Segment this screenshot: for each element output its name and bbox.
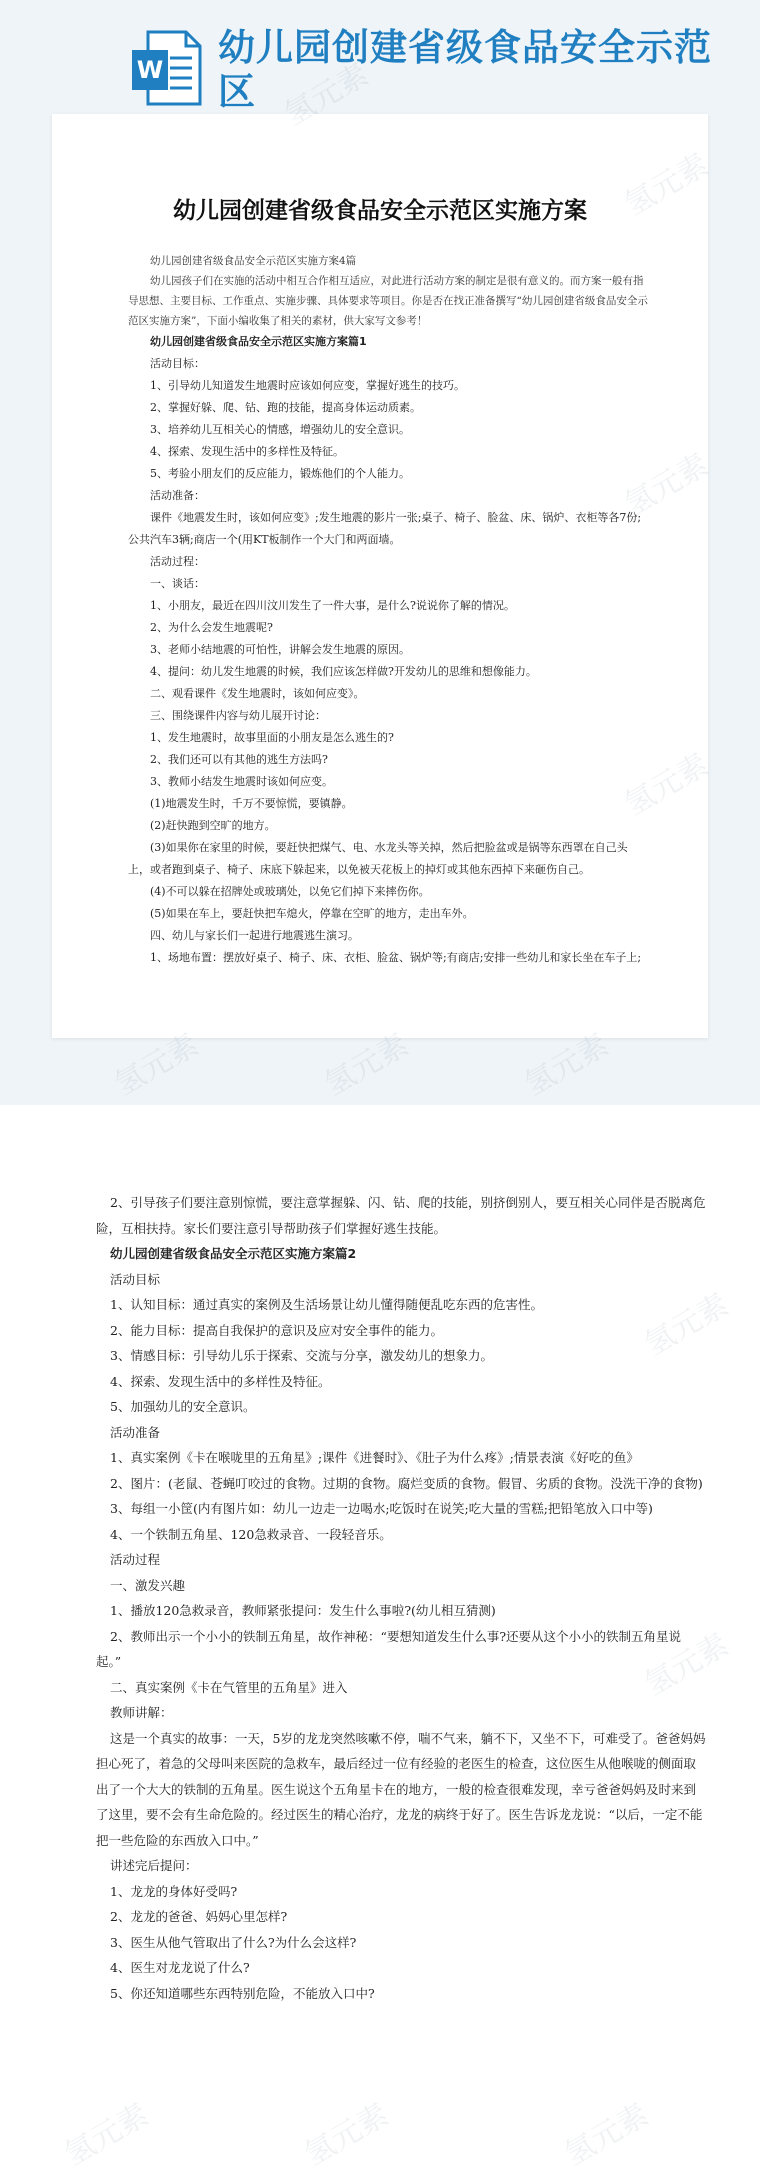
body-line: 5、加强幼儿的安全意识。	[110, 1399, 256, 1414]
body-line: (5)如果在车上，要赶快把车熄火，停靠在空旷的地方，走出车外。	[150, 907, 474, 920]
body-line: 2、我们还可以有其他的逃生方法吗?	[150, 753, 328, 766]
watermark: 氢元素	[559, 2097, 655, 2173]
body-line: 3、情感目标：引导幼儿乐于探索、交流与分享，激发幼儿的想象力。	[110, 1348, 493, 1363]
body-line: 1、龙龙的身体好受吗?	[110, 1883, 238, 1899]
body-line: 活动目标	[110, 1271, 161, 1287]
watermark: 氢元素	[639, 1287, 735, 1363]
body-line: 4、探索、发现生活中的多样性及特征。	[110, 1373, 331, 1389]
body-line: 2、教师出示一个小小的铁制五角星，故作神秘：“要想知道发生什么事?还要从这个小小的铁制五角星说起。”	[96, 1628, 682, 1669]
watermark: 氢元素	[59, 2097, 155, 2173]
body-line: 一、激发兴趣	[110, 1577, 186, 1593]
body-line: 二、观看课件《发生地震时，该如何应变》。	[150, 687, 365, 700]
watermark: 氢元素	[639, 1627, 735, 1703]
document-page-1	[52, 114, 708, 1038]
body-line: 四、幼儿与家长们一起进行地震逃生演习。	[150, 929, 359, 942]
body-line: 4、提问：幼儿发生地震的时候，我们应该怎样做?开发幼儿的思维和想像能力。	[150, 665, 537, 678]
body-line: 教师讲解：	[110, 1705, 173, 1720]
body-line: 1、小朋友，最近在四川汶川发生了一件大事，是什么?说说你了解的情况。	[150, 599, 515, 612]
body-line: 2、图片：(老鼠、苍蝇叮咬过的食物。过期的食物。腐烂变质的食物。假冒、劣质的食物。没洗干净的食物)	[110, 1475, 703, 1491]
body-line: 1、场地布置：摆放好桌子、椅子、床、衣柜、脸盆、锅炉等;有商店;安排一些幼儿和家长坐在车子上;	[150, 951, 642, 964]
body-line: 5、考验小朋友们的反应能力，锻炼他们的个人能力。	[150, 467, 410, 480]
body-line: 2、为什么会发生地震呢?	[150, 621, 273, 634]
page1-body	[128, 251, 648, 969]
body-line: 2、龙龙的爸爸、妈妈心里怎样?	[110, 1909, 288, 1924]
body-line: (1)地震发生时，千万不要惊慌，要镇静。	[150, 797, 353, 810]
body-line: 1、引导幼儿知道发生地震时应该如何应变，掌握好逃生的技巧。	[150, 379, 465, 392]
body-line: 3、老师小结地震的可怕性，讲解会发生地震的原因。	[150, 643, 410, 656]
body-line: 讲述完后提问：	[110, 1858, 198, 1873]
body-line: 1、真实案例《卡在喉咙里的五角星》;课件《进餐时》、《肚子为什么疼》;情景表演《好吃的鱼》	[110, 1450, 639, 1465]
svg-text:W: W	[136, 56, 164, 84]
body-line: 3、每组一小筐(内有图片如：幼儿一边走一边喝水;吃饭时在说笑;吃大量的雪糕;把铅笔放入口中等)	[110, 1501, 653, 1516]
body-line: 4、医生对龙龙说了什么?	[110, 1960, 250, 1975]
section-heading: 幼儿园创建省级食品安全示范区实施方案篇1	[150, 335, 367, 348]
body-line: 1、播放120急救录音，教师紧张提问：发生什么事啦?(幼儿相互猜测)	[110, 1603, 496, 1618]
body-line: 1、发生地震时，故事里面的小朋友是怎么逃生的?	[150, 731, 394, 744]
body-line: 1、认知目标：通过真实的案例及生活场景让幼儿懂得随便乱吃东西的危害性。	[110, 1297, 543, 1312]
body-line: 3、医生从他气管取出了什么?为什么会这样?	[110, 1934, 357, 1950]
watermark: 氢元素	[299, 2097, 395, 2173]
body-line: 4、一个铁制五角星、120急救录音、一段轻音乐。	[110, 1526, 392, 1542]
body-line: 活动准备：	[150, 489, 205, 502]
body-line: 5、你还知道哪些东西特别危险，不能放入口中?	[110, 1985, 375, 2001]
body-line: 二、真实案例《卡在气管里的五角星》进入	[110, 1679, 348, 1695]
body-line: 活动准备	[110, 1424, 161, 1440]
intro-line: 幼儿园创建省级食品安全示范区实施方案4篇	[150, 255, 357, 267]
body-line: 活动过程：	[150, 555, 205, 568]
body-line: (4)不可以躲在招牌处或玻璃处，以免它们掉下来摔伤你。	[150, 885, 430, 898]
body-line: 2、能力目标：提高自我保护的意识及应对安全事件的能力。	[110, 1322, 443, 1338]
section-heading: 幼儿园创建省级食品安全示范区实施方案篇2	[110, 1246, 357, 1261]
body-line: 4、探索、发现生活中的多样性及特征。	[150, 445, 344, 458]
body-line: 这是一个真实的故事：一天，5岁的龙龙突然咳嗽不停，喘不气来，躺不下，又坐不下，可难受了。爸爸妈妈担心死了，着急的父母叫来医院的急救车，最后经过一位有经验的老医生的检查，这位医生从他喉咙的侧面取出了一个大大的铁制的五角星。医生说这个五角星卡在的地方，一般的检查很难发现，幸亏爸爸妈妈及时来到了这里，要不会有生命危险的。经过医生的精心治疗，龙龙的病终于好了。医生告诉龙龙说：“以后，一定不能把一些危险的东西放入口中。”	[96, 1730, 706, 1848]
document-page-2	[96, 1190, 706, 2006]
document-title: 幼儿园创建省级食品安全示范区实施方案	[173, 197, 587, 224]
body-line: 三、围绕课件内容与幼儿展开讨论：	[150, 709, 326, 722]
body-line: 活动过程	[110, 1552, 161, 1567]
body-line: 一、谈话：	[150, 577, 205, 590]
word-document-icon	[130, 28, 202, 108]
body-line: 活动目标：	[150, 357, 205, 370]
body-line: 3、培养幼儿互相关心的情感，增强幼儿的安全意识。	[150, 423, 410, 436]
body-line: 课件《地震发生时，该如何应变》;发生地震的影片一张;桌子、椅子、脸盆、床、锅炉、衣柜等各7份;公共汽车3辆;商店一个(用KT板制作一个大门和两面墙。	[128, 511, 642, 546]
body-line: 3、教师小结发生地震时该如何应变。	[150, 775, 333, 788]
body-line: (3)如果你在家里的时候，要赶快把煤气、电、水龙头等关掉，然后把脸盆或是锅等东西罩在自己头上，或者跑到桌子、椅子、床底下躲起来，以免被天花板上的掉灯或其他东西掉下来砸伤自己。	[128, 841, 628, 876]
intro-paragraph: 幼儿园孩子们在实施的活动中相互合作相互适应，对此进行活动方案的制定是很有意义的。而方案一般有指导思想、主要目标、工作重点、实施步骤、具体要求等项目。你是否在找正准备撰写“幼儿园创建省级食品安全示范区实施方案”，下面小编收集了相关的素材，供大家写文参考！	[128, 275, 648, 327]
body-line: (2)赶快跑到空旷的地方。	[150, 819, 276, 832]
body-paragraph: 2、引导孩子们要注意别惊慌，要注意掌握躲、闪、钻、爬的技能，别挤倒别人，要互相关心同伴是否脱离危险，互相扶持。家长们要注意引导帮助孩子们掌握好逃生技能。	[96, 1195, 706, 1236]
body-line: 2、掌握好躲、爬、钻、跑的技能，提高身体运动质素。	[150, 401, 421, 414]
banner-title-line1: 幼儿园创建省级食品安全示范区	[218, 26, 712, 113]
